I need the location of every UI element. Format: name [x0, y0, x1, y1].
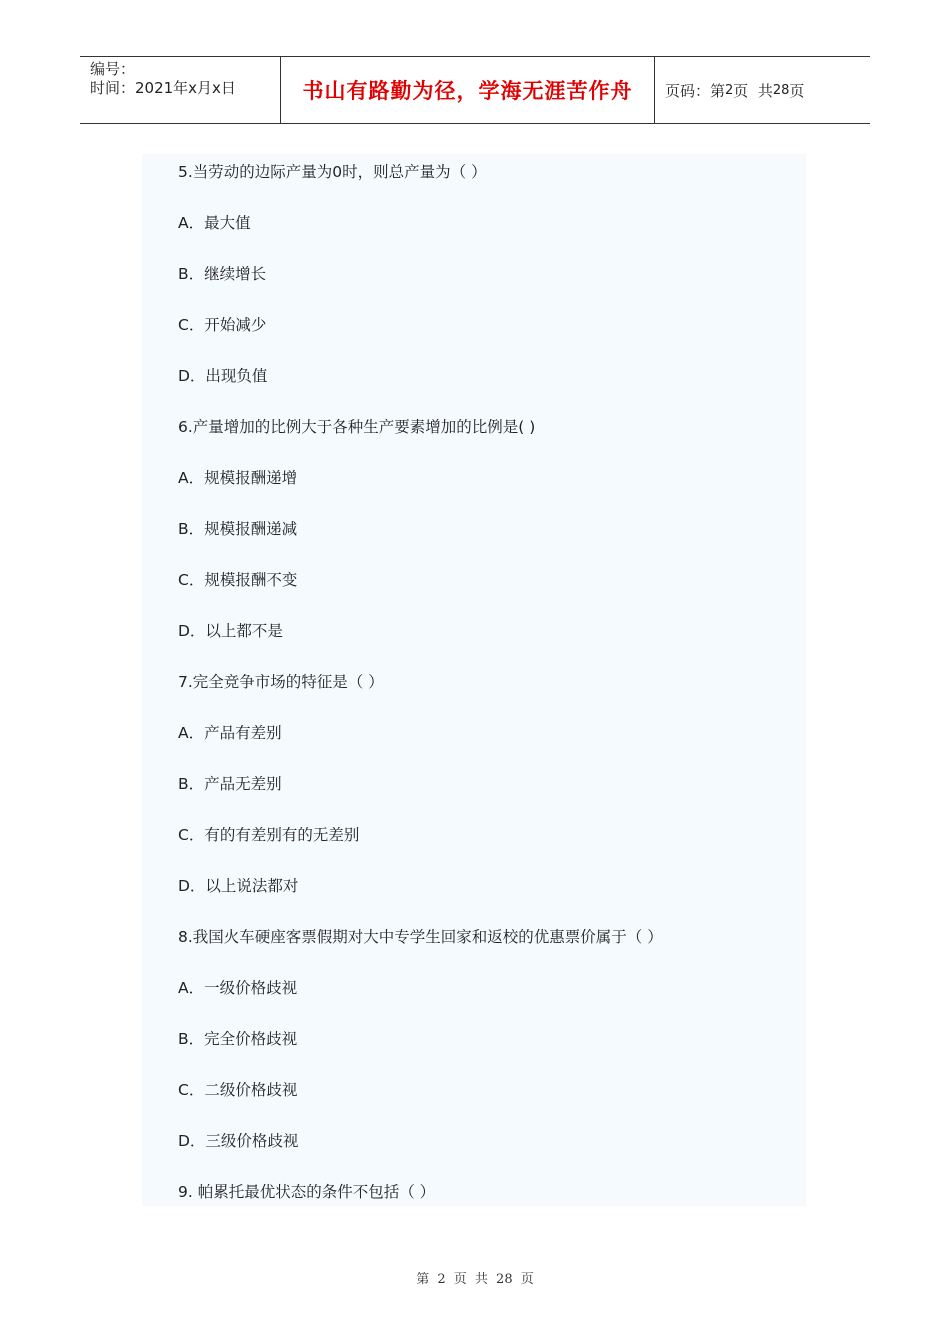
- option-line: C．规模报酬不变: [178, 571, 298, 589]
- doc-number-label: 编号：: [90, 60, 136, 78]
- time-label: 时间：2021年x月x日: [90, 79, 236, 97]
- option-line: D．以上说法都对: [178, 877, 299, 895]
- question-5: 5.当劳动的边际产量为0时，则总产量为（ ）: [178, 163, 487, 181]
- question-8: 8.我国火车硬座客票假期对大中专学生回家和返校的优惠票价属于（ ）: [178, 928, 663, 946]
- question-6: 6.产量增加的比例大于各种生产要素增加的比例是( ): [178, 418, 536, 436]
- option-line: C．开始减少: [178, 316, 267, 334]
- option-line: D．出现负值: [178, 367, 268, 385]
- page-label: 页码：第: [665, 81, 726, 100]
- header-page-number: [655, 57, 870, 123]
- option-line: D．三级价格歧视: [178, 1132, 299, 1150]
- option-line: A．一级价格歧视: [178, 979, 298, 997]
- option-line: B．继续增长: [178, 265, 267, 283]
- question-list: [178, 162, 663, 1233]
- page-mid: 页 共: [733, 81, 773, 100]
- page-footer: 第 2 页 共 28 页: [416, 1272, 534, 1287]
- question-7: 7.完全竞争市场的特征是（ ）: [178, 673, 384, 691]
- question-9: 9. 帕累托最优状态的条件不包括（ ）: [178, 1183, 436, 1201]
- header-motto: 书山有路勤为径，学海无涯苦作舟: [281, 57, 655, 123]
- header-info-cell: [80, 57, 281, 123]
- page-header: [80, 56, 870, 124]
- option-line: A．最大值: [178, 214, 251, 232]
- option-line: C．有的有差别有的无差别: [178, 826, 360, 844]
- option-line: A．产品有差别: [178, 724, 282, 742]
- question-panel: [142, 154, 806, 1206]
- page-end: 页: [789, 81, 805, 100]
- option-line: B．完全价格歧视: [178, 1030, 298, 1048]
- option-line: D．以上都不是: [178, 622, 283, 640]
- option-line: C．二级价格歧视: [178, 1081, 298, 1099]
- option-line: A．规模报酬递增: [178, 469, 298, 487]
- page-current: 2: [725, 82, 734, 98]
- option-line: B．产品无差别: [178, 775, 282, 793]
- option-line: B．规模报酬递减: [178, 520, 298, 538]
- page-total: 28: [772, 82, 790, 98]
